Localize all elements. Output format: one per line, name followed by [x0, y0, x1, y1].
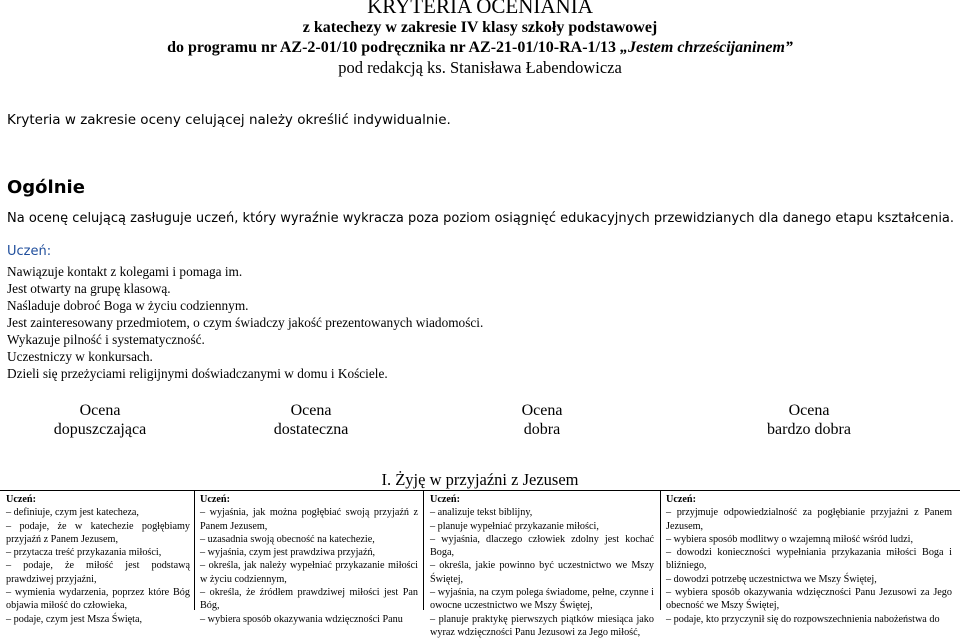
column-criterion: – uzasadnia swoją obecność na katechezie,	[200, 533, 375, 545]
column-criterion: – dowodzi konieczności wypełniania przykazania miłości Boga i bliźniego,	[666, 547, 952, 572]
criteria-item: Wykazuje pilność i systematyczność.	[7, 332, 205, 347]
grade-heading-good	[452, 401, 632, 439]
intro-text: Kryteria w zakresie oceny celującej należy określić indywidualnie.	[7, 112, 451, 128]
table-top-rule	[0, 490, 960, 491]
student-label: Uczeń:	[7, 244, 52, 259]
grade-heading-line: Ocena	[521, 402, 563, 419]
column-criterion: – wyjaśnia, czym jest prawdziwa przyjaźń,	[200, 547, 376, 559]
criteria-column-good	[430, 493, 654, 639]
unit-title: I. Żyję w przyjaźni z Jezusem	[381, 470, 579, 489]
column-criterion: – określa, jak należy wypełniać przykazanie miłości w życiu codziennym,	[200, 560, 418, 585]
column-criterion: – wybiera sposób okazywania wdzięczności Panu	[200, 613, 403, 625]
column-criterion: – dowodzi potrzebę uczestnictwa we Mszy Świętej,	[666, 573, 877, 585]
column-criterion: – podaje, czym jest Msza Święta,	[6, 613, 143, 625]
criteria-column-satisfactory	[200, 493, 418, 626]
column-criterion: – planuje praktykę pierwszych piątków miesiąca jako wyraz wdzięczności Panu Jezusowi za Jego miłość,	[430, 613, 654, 638]
column-criterion: – podaje, że w katechezie pogłębiamy przyjaźń z Panem Jezusem,	[6, 520, 190, 545]
criteria-item: Naśladuje dobroć Boga w życiu codziennym.	[7, 298, 249, 313]
column-criterion: – analizuje tekst biblijny,	[430, 507, 533, 519]
column-student-label: Uczeń:	[6, 494, 36, 505]
column-criterion: – wymienia wydarzenia, poprzez które Bóg objawia miłość do człowieka,	[6, 587, 190, 612]
column-divider	[660, 490, 661, 610]
column-criterion: – określa, że źródłem prawdziwej miłości jest Pan Bóg,	[200, 587, 418, 612]
grade-heading-name: dopuszczająca	[53, 421, 147, 438]
column-criterion: – wybiera sposób okazywania wdzięczności Panu Jezusowi za Jego obecność we Mszy Świętej,	[666, 587, 952, 612]
column-criterion: – podaje, że miłość jest podstawą prawdziwej przyjaźni,	[6, 560, 190, 585]
grade-heading-sufficient	[10, 401, 190, 439]
grade-heading-name: dobra	[523, 421, 561, 438]
column-student-label: Uczeń:	[200, 494, 230, 505]
subtitle-program	[0, 38, 960, 57]
column-student-label: Uczeń:	[430, 494, 460, 505]
document-title: KRYTERIA OCENIANIA	[367, 0, 593, 18]
column-criterion: – wyjaśnia, dlaczego człowiek zdolny jest kochać Boga,	[430, 533, 654, 559]
criteria-item: Nawiązuje kontakt z kolegami i pomaga im.	[7, 264, 243, 279]
grade-heading-line: Ocena	[788, 402, 830, 419]
column-divider	[194, 490, 195, 610]
column-criterion: – podaje, kto przyczynił się do rozpowszechnienia nabożeństwa do	[666, 613, 940, 625]
textbook-title: „Jestem chrześcijaninem”	[620, 39, 793, 56]
subtitle-grade: z katechezy w zakresie IV klasy szkoły podstawowej	[302, 19, 658, 36]
column-criterion: – planuje wypełniać przykazanie miłości,	[430, 520, 599, 532]
criteria-item: Uczestniczy w konkursach.	[7, 349, 153, 364]
criteria-item: Jest zainteresowany przedmiotem, o czym świadczy jakość prezentowanych wiadomości.	[7, 315, 484, 330]
general-description: Na ocenę celującą zasługuje uczeń, który wyraźnie wykracza poza poziom osiągnięć edukacyjnych przewidzianych dla danego etapu kształcenia.	[7, 211, 955, 226]
criteria-column-very-good	[666, 493, 952, 626]
column-divider	[423, 490, 424, 610]
column-criterion: – określa, jakie powinno być uczestnictwo we Mszy Świętej,	[430, 560, 654, 585]
column-criterion: – definiuje, czym jest katecheza,	[6, 507, 139, 519]
grade-heading-line: Ocena	[79, 402, 121, 419]
grade-heading-name: bardzo dobra	[767, 421, 851, 438]
column-criterion: – wyjaśnia, jak można pogłębiać swoją przyjaźń z Panem Jezusem,	[200, 507, 418, 532]
criteria-column-sufficient	[6, 493, 190, 626]
program-numbers: do programu nr AZ-2-01/10 podręcznika nr AZ-21-01/10-RA-1/13	[167, 39, 620, 56]
criteria-item: Dzieli się przeżyciami religijnymi doświadczanymi w domu i Kościele.	[7, 366, 388, 381]
grade-heading-name: dostateczna	[273, 421, 349, 438]
grade-heading-very-good	[719, 401, 899, 439]
column-criterion: – przytacza treść przykazania miłości,	[6, 547, 162, 559]
subtitle-editor: pod redakcją ks. Stanisława Łabendowicza	[338, 58, 622, 77]
column-criterion: – przyjmuje odpowiedzialność za pogłębianie przyjaźni z Panem Jezusem,	[666, 507, 952, 532]
column-student-label: Uczeń:	[666, 494, 696, 505]
grade-heading-line: Ocena	[290, 402, 332, 419]
column-criterion: – wybiera sposób modlitwy o wzajemną miłość wśród ludzi,	[666, 533, 914, 545]
criteria-item: Jest otwarty na grupę klasową.	[7, 281, 171, 296]
section-heading: Ogólnie	[7, 177, 85, 198]
grade-heading-satisfactory	[221, 401, 401, 439]
column-criterion: – wyjaśnia, na czym polega świadome, pełne, czynne i owocne uczestnictwo we Mszy Świętej,	[430, 587, 654, 612]
